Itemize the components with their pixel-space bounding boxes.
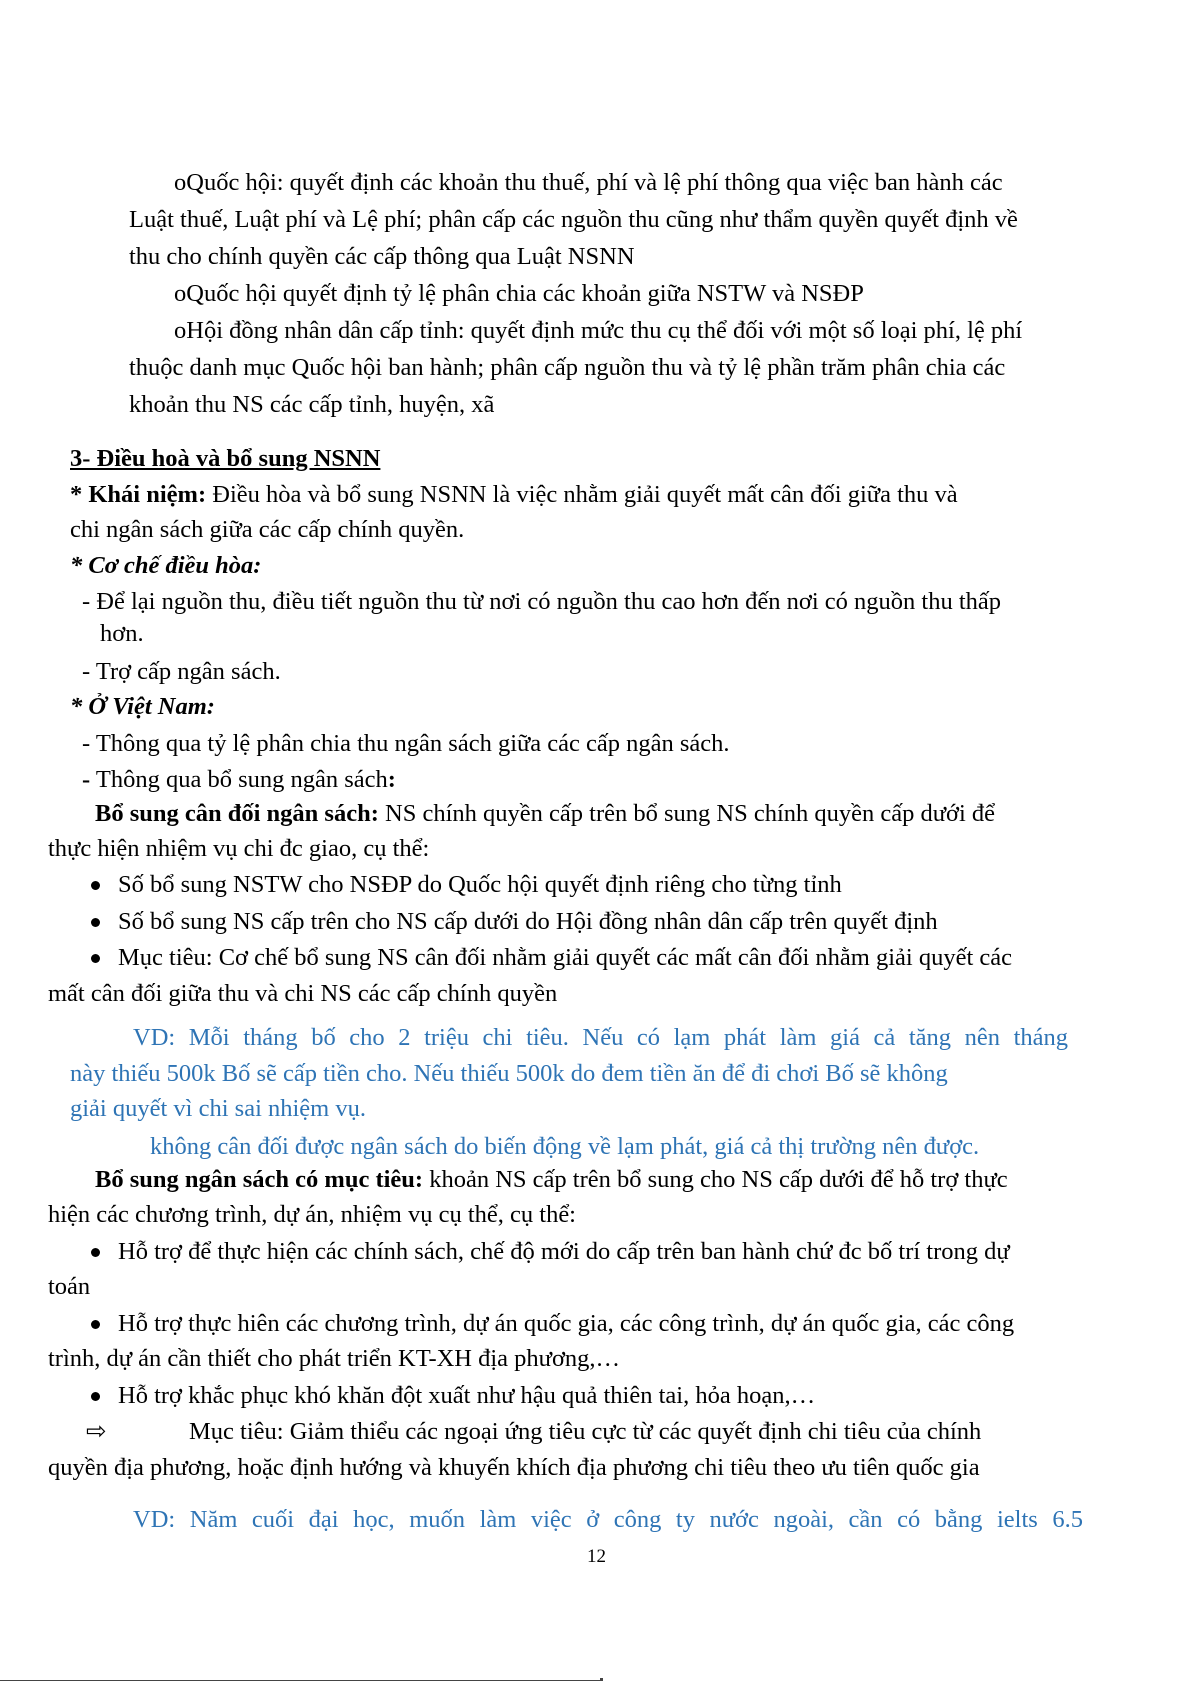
example-2: VD: Năm cuối đại học, muốn làm việc ở công ty nước ngoài, cần có bằng ielts 6.5 bbox=[133, 1506, 1083, 1533]
vietnam-item-2-colon: : bbox=[387, 766, 396, 793]
bullet-icon bbox=[91, 954, 100, 963]
balance-line2: thực hiện nhiệm vụ chi đc giao, cụ thể: bbox=[48, 835, 430, 862]
concept-line2: chi ngân sách giữa các cấp chính quyền. bbox=[70, 516, 465, 543]
bullet-icon bbox=[91, 1248, 100, 1257]
mechanism-heading: * Cơ chế điều hòa: bbox=[70, 552, 262, 579]
concept-text: Điều hòa và bổ sung NSNN là việc nhằm giải quyết mất cân đối giữa thu và bbox=[206, 481, 958, 508]
target-line2: hiện các chương trình, dự án, nhiệm vụ cụ thể, cụ thể: bbox=[48, 1201, 576, 1228]
example-1-line1: VD: Mỗi tháng bố cho 2 triệu chi tiêu. Nếu có lạm phát làm giá cả tăng nên tháng bbox=[133, 1024, 1068, 1051]
arrow-icon: ⇨ bbox=[86, 1418, 107, 1445]
section-heading: 3- Điều hoà và bổ sung NSNN bbox=[70, 445, 381, 472]
bullet-icon bbox=[91, 881, 100, 890]
balance-bullet-2: Số bổ sung NS cấp trên cho NS cấp dưới do Hội đồng nhân dân cấp trên quyết định bbox=[118, 908, 938, 935]
concept-label: * Khái niệm: bbox=[70, 481, 207, 508]
target-label: Bổ sung ngân sách có mục tiêu: bbox=[95, 1166, 424, 1193]
target-bullet-2: Hỗ trợ thực hiên các chương trình, dự án quốc gia, các công trình, dự án quốc gia, các công bbox=[118, 1310, 1015, 1337]
target-bullet-2-line2: trình, dự án cần thiết cho phát triển KT-XH địa phương,… bbox=[48, 1345, 621, 1372]
vietnam-item-1: - Thông qua tỷ lệ phân chia thu ngân sách giữa các cấp ngân sách. bbox=[82, 730, 730, 757]
mechanism-item-1-line2: hơn. bbox=[100, 620, 144, 647]
concept-paragraph bbox=[70, 478, 958, 512]
goal-text: Mục tiêu: Giảm thiểu các ngoại ứng tiêu cực từ các quyết định chi tiêu của chính bbox=[189, 1418, 982, 1445]
authority-item-3-line2: thuộc danh mục Quốc hội ban hành; phân cấp nguồn thu và tỷ lệ phần trăm phân chia các bbox=[129, 354, 1006, 381]
vietnam-heading: * Ở Việt Nam: bbox=[70, 693, 215, 720]
authority-item-1-line2: Luật thuế, Luật phí và Lệ phí; phân cấp các nguồn thu cũng như thẩm quyền quyết định về bbox=[129, 206, 1018, 233]
authority-item-1: oQuốc hội: quyết định các khoản thu thuế, phí và lệ phí thông qua việc ban hành các bbox=[174, 169, 1003, 196]
vietnam-item-2-text: Thông qua bổ sung ngân sách bbox=[90, 766, 388, 793]
bullet-icon bbox=[91, 918, 100, 927]
example-1-line3: giải quyết vì chi sai nhiệm vụ. bbox=[70, 1095, 366, 1122]
vietnam-item-2-dash: - bbox=[82, 766, 91, 793]
mechanism-item-2: - Trợ cấp ngân sách. bbox=[82, 658, 281, 685]
balance-bullet-1: Số bổ sung NSTW cho NSĐP do Quốc hội quyết định riêng cho từng tỉnh bbox=[118, 871, 842, 898]
balance-label: Bổ sung cân đối ngân sách: bbox=[95, 800, 379, 827]
target-text: khoản NS cấp trên bổ sung cho NS cấp dưới để hỗ trợ thực bbox=[423, 1166, 1008, 1193]
balance-bullet-3-line2: mất cân đối giữa thu và chi NS các cấp chính quyền bbox=[48, 980, 558, 1007]
vietnam-item-2 bbox=[82, 763, 396, 797]
page-number: 12 bbox=[587, 1546, 606, 1567]
example-1-line2: này thiếu 500k Bố sẽ cấp tiền cho. Nếu thiếu 500k do đem tiền ăn để đi chơi Bố sẽ không bbox=[70, 1060, 948, 1087]
bullet-icon bbox=[91, 1320, 100, 1329]
example-1-line4: không cân đối được ngân sách do biến động về lạm phát, giá cả thị trường nên được. bbox=[150, 1133, 980, 1160]
balance-text: NS chính quyền cấp trên bổ sung NS chính quyền cấp dưới để bbox=[378, 800, 996, 827]
authority-item-2: oQuốc hội quyết định tỷ lệ phân chia các khoản giữa NSTW và NSĐP bbox=[174, 280, 864, 307]
footer-rule-tick bbox=[600, 1678, 603, 1681]
target-bullet-1-line2: toán bbox=[48, 1273, 91, 1300]
authority-item-3: oHội đồng nhân dân cấp tỉnh: quyết định mức thu cụ thể đối với một số loại phí, lệ phí bbox=[174, 317, 1023, 344]
authority-item-1-line3: thu cho chính quyền các cấp thông qua Luật NSNN bbox=[129, 243, 635, 270]
mechanism-item-1: - Để lại nguồn thu, điều tiết nguồn thu từ nơi có nguồn thu cao hơn đến nơi có nguồn thu thấp bbox=[82, 588, 1002, 615]
target-bullet-3: Hỗ trợ khắc phục khó khăn đột xuất như hậu quả thiên tai, hỏa hoạn,… bbox=[118, 1382, 816, 1409]
authority-item-3-line3: khoản thu NS các cấp tỉnh, huyện, xã bbox=[129, 391, 495, 418]
target-paragraph bbox=[95, 1163, 1008, 1197]
footer-rule bbox=[0, 1680, 603, 1681]
balance-bullet-3: Mục tiêu: Cơ chế bổ sung NS cân đối nhằm giải quyết các mất cân đối nhằm giải quyết các bbox=[118, 944, 1013, 971]
bullet-icon bbox=[91, 1392, 100, 1401]
goal-line2: quyền địa phương, hoặc định hướng và khuyến khích địa phương chi tiêu theo ưu tiên quốc gia bbox=[48, 1454, 980, 1481]
balance-paragraph bbox=[95, 797, 995, 831]
target-bullet-1: Hỗ trợ để thực hiện các chính sách, chế độ mới do cấp trên ban hành chứ đc bố trí trong dự bbox=[118, 1238, 1010, 1265]
